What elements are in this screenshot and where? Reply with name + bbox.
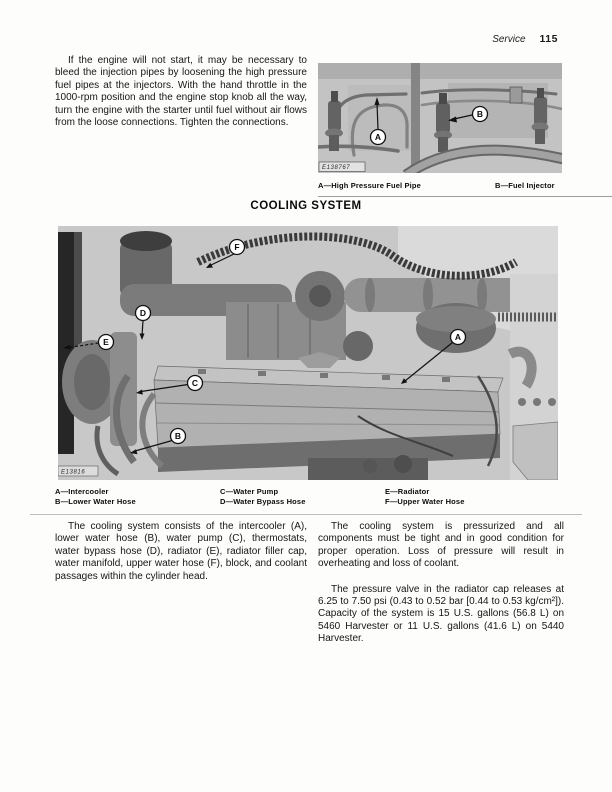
body-right-paragraph-2: The pressure valve in the radiator cap releases at 6.25 to 7.50 psi (0.43 to 0.52 bar [0.44 to 0.53 kg/cm²]). Capacity of the system is 15 U.S. gallons (56.8 L) on 5460 Harvester or 11 U.S. gallons (41.6 L) on 5440 Harvester. [318,583,564,645]
cooling-caption-col2 [220,487,306,507]
intro-paragraph-text: If the engine will not start, it may be necessary to bleed the injection pipes by loosening the high pressure fuel pipes at the injectors. With the hand throttle in the 1000-rpm position and the engine stop knob all the way, turn the engine with the starter until fuel without air flows from the loose connections. Tighten the connections. [55,55,307,129]
body-left-paragraph: The cooling system consists of the intercooler (A), lower water hose (B), water pump (C), thermostats, water bypass hose (D), radiator (E), radiator filler cap, water manifold, upper water hose (F), block, and coolant passages within the cylinder head. [55,521,307,582]
vertical-pipe [411,63,420,173]
callout-a-letter: A [454,332,462,342]
callout-f-letter: F [234,242,240,252]
caption-item-d: D—Water Bypass Hose [220,496,306,506]
caption-item-e: E—Radiator [385,487,430,496]
section-rule [30,514,582,515]
cooling-caption-col1 [55,487,136,507]
caption-item-b: B—Lower Water Hose [55,496,136,506]
photo-id-tag [58,466,98,476]
fuel-injector-figure [318,63,562,173]
caption-rule [318,196,612,197]
section-title: COOLING SYSTEM [250,200,362,212]
callout-b-letter: B [174,431,182,441]
header-section-label: Service [492,34,526,45]
body-right-column [318,521,564,646]
body-right-paragraph-1: The cooling system is pressurized and all components must be tight and in good condition for proper operation. Loss of pressure will result in overheating and loss of coolant. [318,521,564,570]
intro-paragraph [55,55,307,129]
caption-item-c: C—Water Pump [220,487,279,496]
frame-edge [58,232,74,454]
photo-id-tag [319,162,365,172]
callout-a-letter: A [374,132,382,142]
caption-item-a: A—Intercooler [55,487,109,496]
caption-item-f: F—Upper Water Hose [385,496,465,506]
callout-e-letter: E [103,337,109,347]
header-page-number: 115 [539,33,558,45]
callout-c-letter: C [191,378,199,388]
callout-b-letter: B [476,109,484,119]
fuel-caption-b: B—Fuel Injector [495,181,555,190]
cooling-system-figure [58,226,558,480]
starter-solenoid [394,455,412,473]
fuel-figure-photo-id: E138767 [322,165,351,171]
fuel-caption-a: A—High Pressure Fuel Pipe [318,181,421,190]
cooling-figure-photo-id: E13816 [61,469,86,476]
pipe-clamp [510,87,522,103]
cooling-caption-col3 [385,487,465,507]
callout-d-letter: D [139,308,147,318]
body-left-column [55,521,307,583]
page-header [492,33,558,45]
